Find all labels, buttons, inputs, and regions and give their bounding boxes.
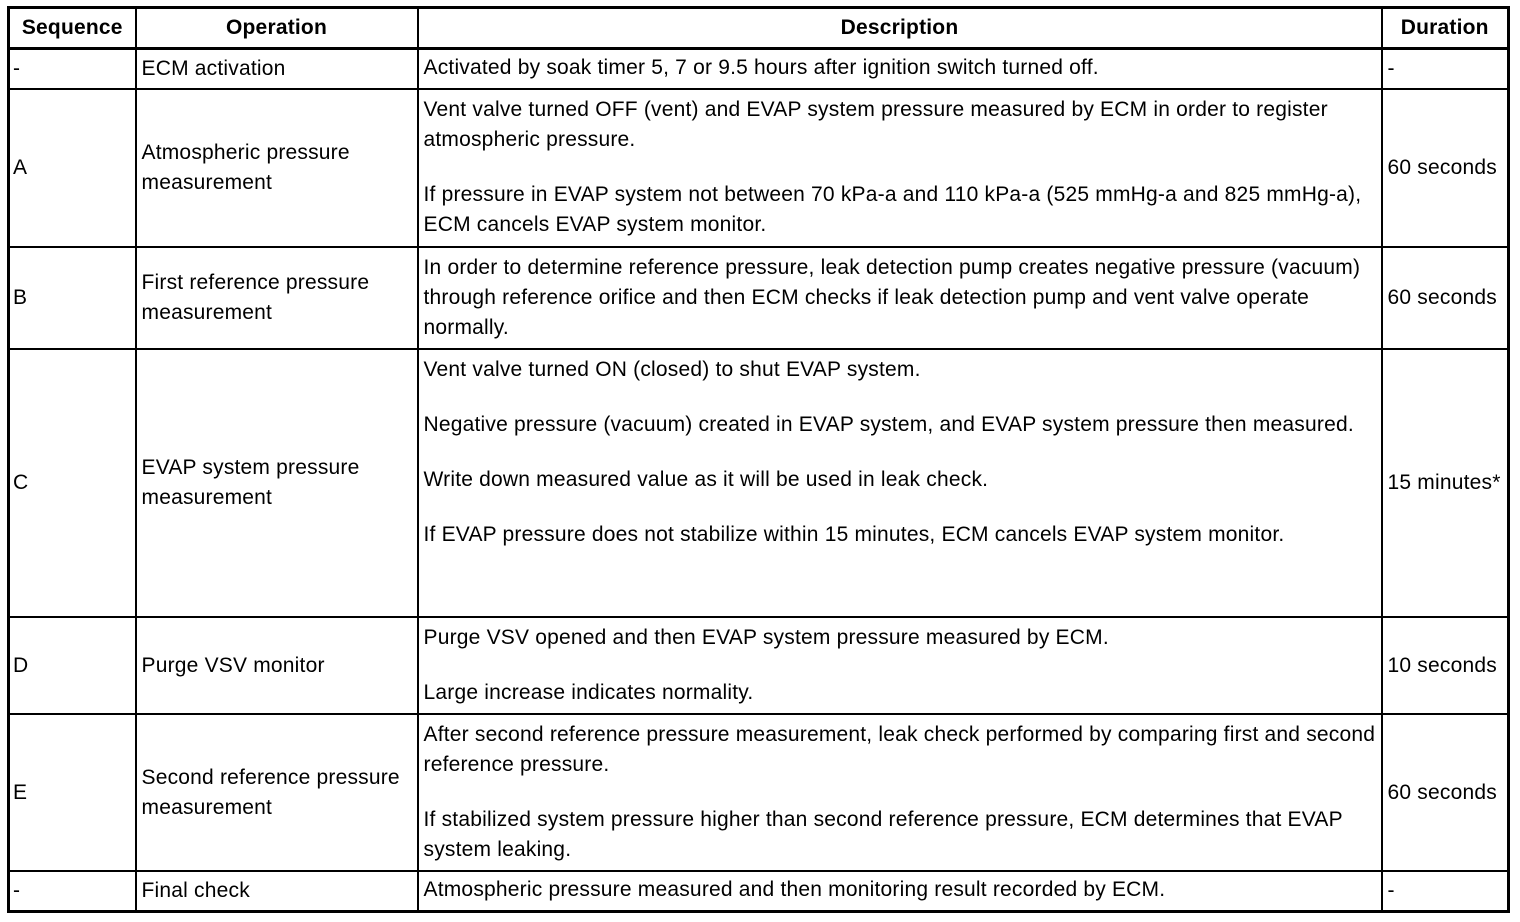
description-paragraph: Negative pressure (vacuum) created in EVAP system, and EVAP system pressure then measured. <box>423 413 1354 436</box>
description-paragraph: Large increase indicates normality. <box>423 681 754 704</box>
sequence-cell: - <box>9 49 136 90</box>
description-cell <box>418 871 1382 912</box>
operation-cell: ECM activation <box>136 49 418 90</box>
sequence-cell: - <box>9 871 136 912</box>
duration-cell: 15 minutes* <box>1382 349 1509 617</box>
operation-cell: Second reference pressure measurement <box>136 714 418 871</box>
duration-cell: 60 seconds <box>1382 714 1509 871</box>
description-paragraph: If pressure in EVAP system not between 70 kPa-a and 110 kPa-a (525 mmHg-a and 825 mmHg-a), ECM cancels EVAP system monitor. <box>423 183 1362 236</box>
description-cell <box>418 349 1382 617</box>
header-description: Description <box>418 8 1382 49</box>
operation-cell: First reference pressure measurement <box>136 247 418 349</box>
sequence-cell: A <box>9 89 136 247</box>
duration-cell: - <box>1382 49 1509 90</box>
table-row <box>9 349 1509 617</box>
header-duration: Duration <box>1382 8 1509 49</box>
description-cell <box>418 89 1382 247</box>
header-sequence: Sequence <box>9 8 136 49</box>
description-paragraph: In order to determine reference pressure, leak detection pump creates negative pressure (vacuum) through reference orifice and then ECM checks if leak detection pump and vent valve operate normally. <box>423 256 1361 339</box>
sequence-cell: B <box>9 247 136 349</box>
description-paragraph: After second reference pressure measurement, leak check performed by comparing first and second reference pressure. <box>423 723 1376 776</box>
description-paragraph: Atmospheric pressure measured and then monitoring result recorded by ECM. <box>423 878 1166 901</box>
sequence-cell: E <box>9 714 136 871</box>
description-cell <box>418 714 1382 871</box>
description-paragraph: If EVAP pressure does not stabilize within 15 minutes, ECM cancels EVAP system monitor. <box>423 523 1285 546</box>
description-cell <box>418 247 1382 349</box>
description-paragraph: Vent valve turned ON (closed) to shut EVAP system. <box>423 358 921 381</box>
table-row <box>9 247 1509 349</box>
operation-cell: Atmospheric pressure measurement <box>136 89 418 247</box>
description-cell <box>418 617 1382 714</box>
table-row <box>9 871 1509 912</box>
table-row <box>9 49 1509 90</box>
duration-cell: 60 seconds <box>1382 89 1509 247</box>
table-body <box>9 49 1509 912</box>
operation-cell: EVAP system pressure measurement <box>136 349 418 617</box>
table-row <box>9 617 1509 714</box>
header-row <box>9 8 1509 49</box>
duration-cell: 10 seconds <box>1382 617 1509 714</box>
duration-cell: 60 seconds <box>1382 247 1509 349</box>
table-row <box>9 89 1509 247</box>
description-cell <box>418 49 1382 90</box>
description-paragraph: If stabilized system pressure higher than second reference pressure, ECM determines that EVAP system leaking. <box>423 808 1343 861</box>
operation-cell: Final check <box>136 871 418 912</box>
description-paragraph: Write down measured value as it will be used in leak check. <box>423 468 989 491</box>
description-paragraph: Purge VSV opened and then EVAP system pressure measured by ECM. <box>423 626 1109 649</box>
sequence-cell: D <box>9 617 136 714</box>
header-operation: Operation <box>136 8 418 49</box>
table-row <box>9 714 1509 871</box>
operation-cell: Purge VSV monitor <box>136 617 418 714</box>
table-header <box>9 8 1509 49</box>
description-paragraph: Activated by soak timer 5, 7 or 9.5 hours after ignition switch turned off. <box>423 56 1099 79</box>
sequence-cell: C <box>9 349 136 617</box>
description-paragraph: Vent valve turned OFF (vent) and EVAP system pressure measured by ECM in order to register atmospheric pressure. <box>423 98 1328 151</box>
evap-monitor-table <box>7 6 1510 913</box>
duration-cell: - <box>1382 871 1509 912</box>
